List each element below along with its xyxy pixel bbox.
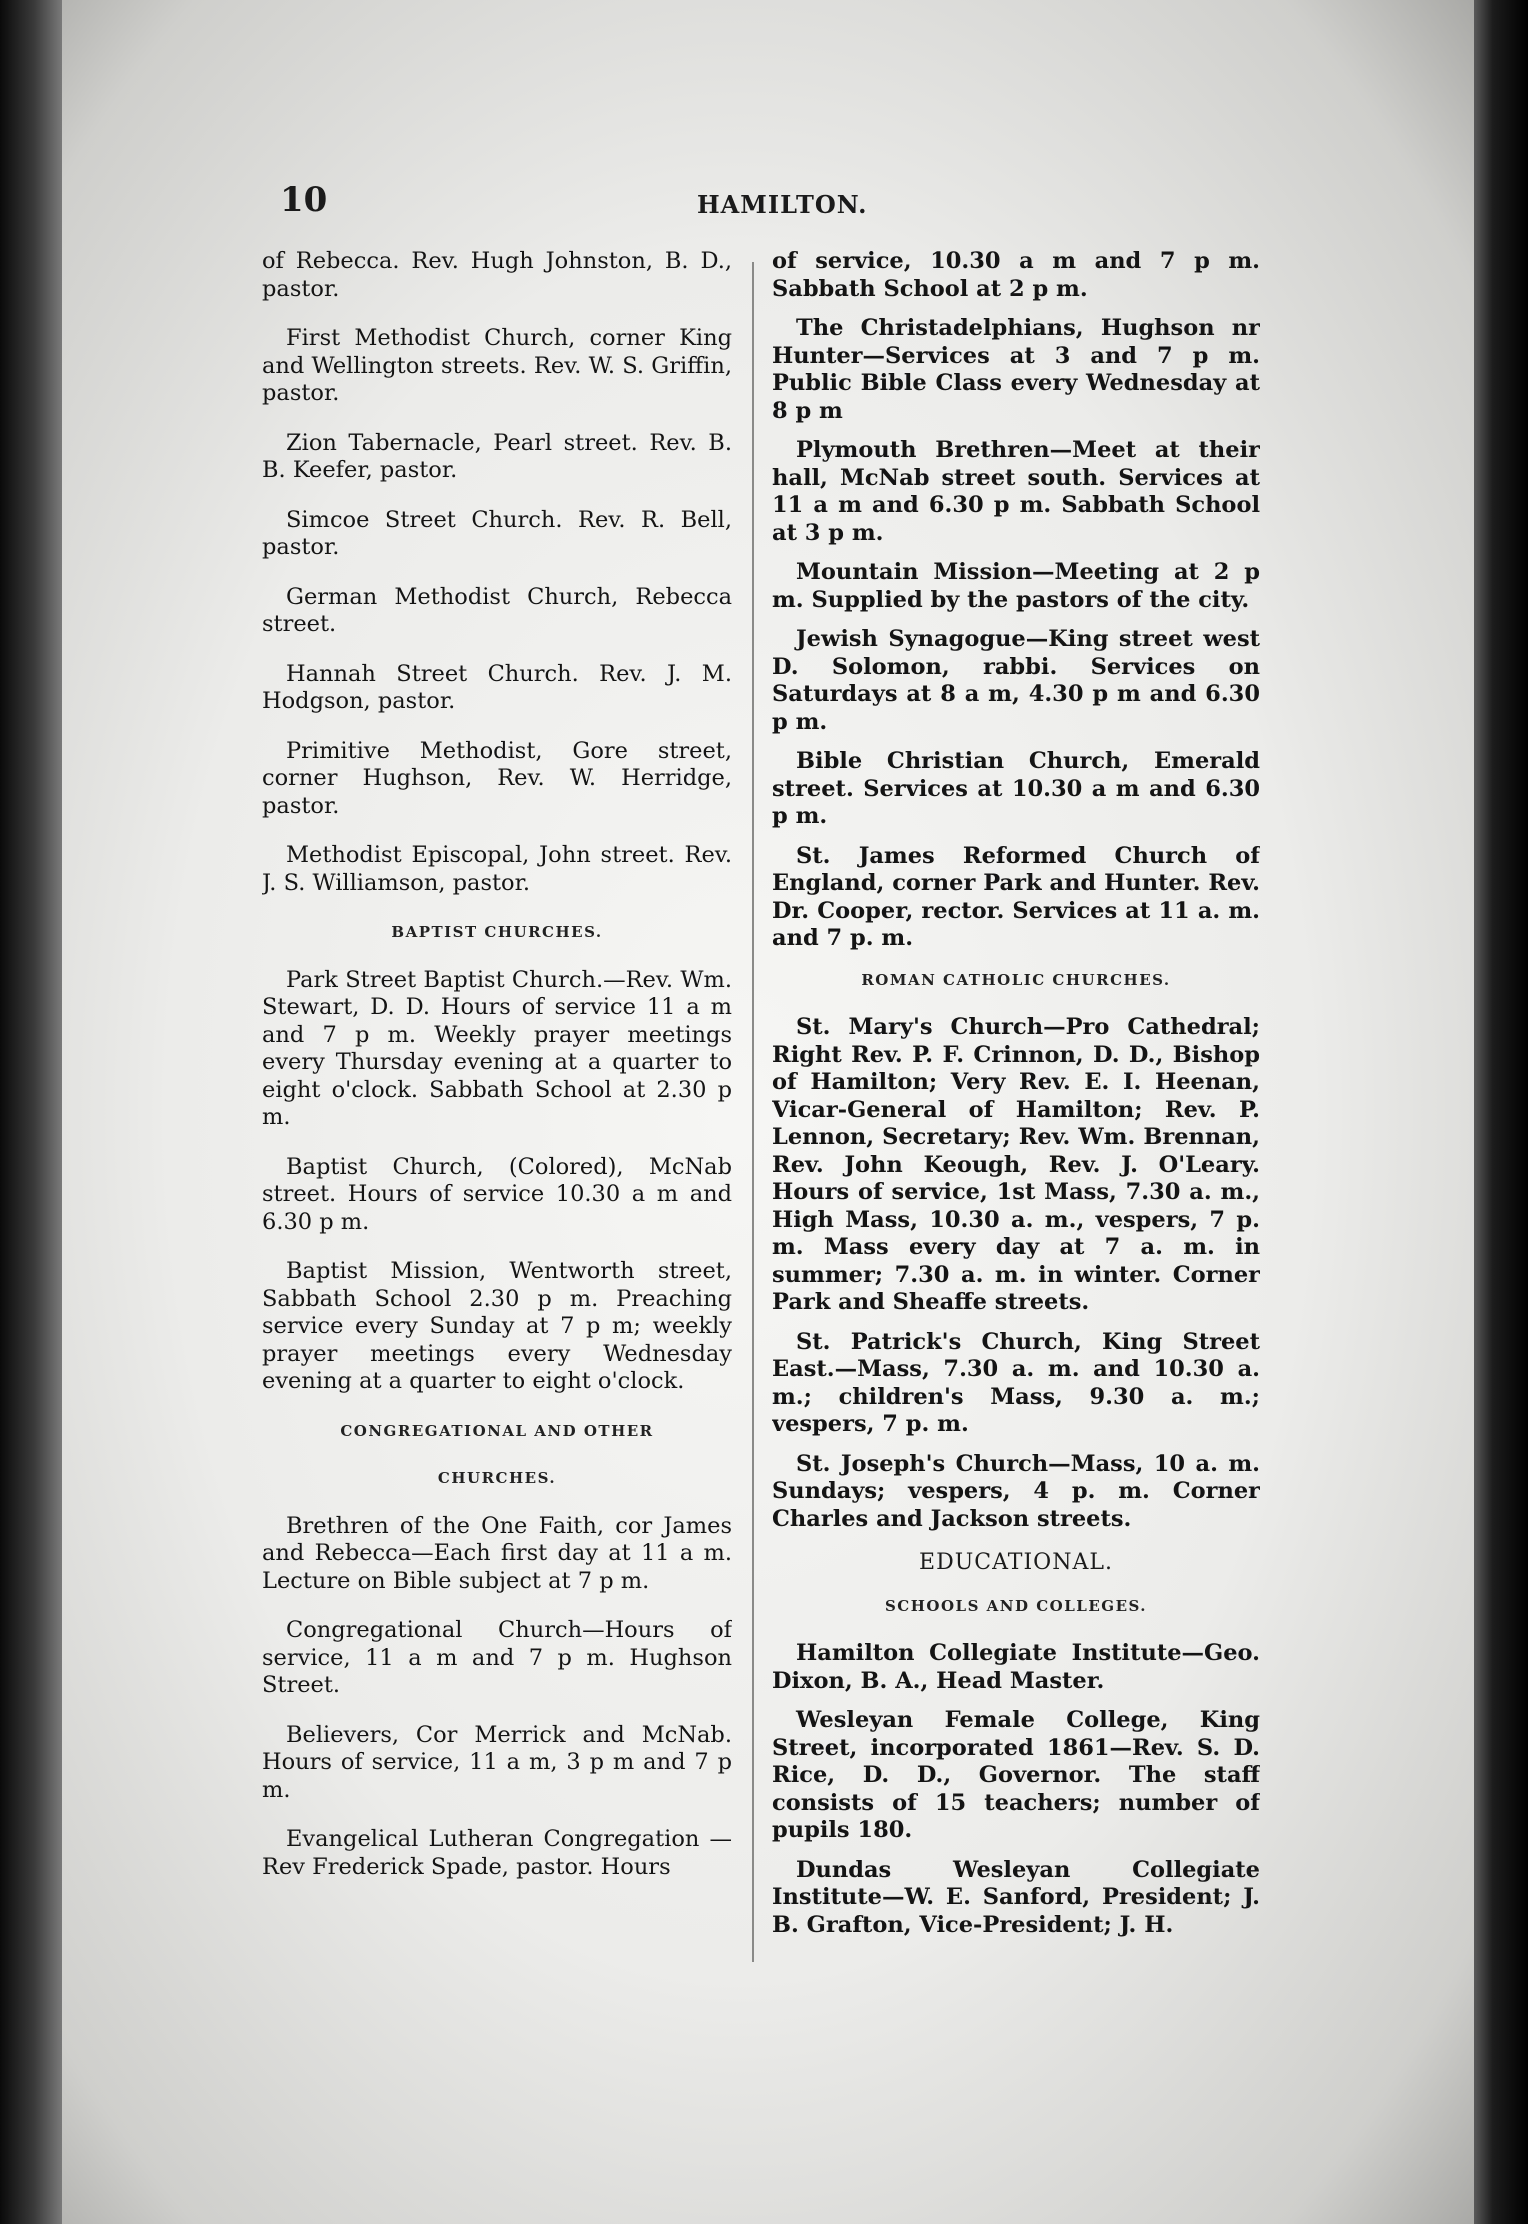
directory-entry: Congregational Church—Hours of service, 11 a m and 7 p m. Hughson Street. — [262, 1617, 732, 1698]
directory-entry: Baptist Mission, Wentworth street, Sabbath School 2.30 p m. Preaching service every Sunday at 7 p m; weekly prayer meetings every Wednesday evening at a quarter to eight o'clock. — [262, 1258, 732, 1394]
page-number: 10 — [280, 180, 328, 220]
directory-entry: Primitive Methodist, Gore street, corner Hughson, Rev. W. Herridge, pastor. — [262, 737, 732, 819]
directory-entry: of service, 10.30 a m and 7 p m. Sabbath School at 2 p m. — [772, 248, 1260, 302]
section-heading: BAPTIST CHURCHES. — [391, 923, 603, 941]
section-title: EDUCATIONAL. — [919, 1550, 1113, 1575]
directory-entry: St. Patrick's Church, King Street East.—Mass, 7.30 a. m. and 10.30 a. m.; children's Mass, 9.30 a. m.; vespers, 7 p. m. — [772, 1328, 1260, 1437]
film-edge-right — [1474, 0, 1528, 2224]
directory-entry: St. Joseph's Church—Mass, 10 a. m. Sundays; vespers, 4 p. m. Corner Charles and Jackson streets. — [772, 1450, 1260, 1532]
directory-entry: Jewish Synagogue—King street west D. Solomon, rabbi. Services on Saturdays at 8 a m, 4.30 p m and 6.30 p m. — [772, 626, 1260, 735]
directory-entry: Believers, Cor Merrick and McNab. Hours of service, 11 a m, 3 p m and 7 p m. — [262, 1721, 732, 1803]
column-divider — [752, 262, 754, 1962]
section-heading: SCHOOLS AND COLLEGES. — [884, 1596, 1148, 1615]
left-column — [262, 248, 732, 2008]
directory-entry: Simcoe Street Church. Rev. R. Bell, pastor. — [262, 506, 732, 560]
directory-entry: Evangelical Lutheran Congregation —Rev Frederick Spade, pastor. Hours — [262, 1826, 732, 1880]
directory-entry: Hannah Street Church. Rev. J. M. Hodgson, pastor. — [262, 660, 732, 714]
directory-entry: Baptist Church, (Colored), McNab street. Hours of service 10.30 a m and 6.30 p m. — [262, 1153, 732, 1235]
directory-entry: of Rebecca. Rev. Hugh Johnston, B. D., pastor. — [262, 248, 732, 302]
directory-entry: Plymouth Brethren—Meet at their hall, McNab street south. Services at 11 a m and 6.30 p m. Sabbath School at 3 p m. — [772, 437, 1260, 546]
directory-entry: Park Street Baptist Church.—Rev. Wm. Stewart, D. D. Hours of service 11 a m and 7 p m. Weekly prayer meetings every Thursday evening at a quarter to eight o'clock. Sabbath School at 2.30 p m. — [262, 966, 732, 1130]
running-head: HAMILTON. — [697, 190, 868, 219]
directory-entry: The Christadelphians, Hughson nr Hunter—Services at 3 and 7 p m. Public Bible Class every Wednesday at 8 p m — [772, 315, 1260, 424]
section-heading: CONGREGATIONAL AND OTHER — [340, 1421, 654, 1440]
directory-entry: Hamilton Collegiate Institute—Geo. Dixon, B. A., Head Master. — [772, 1640, 1260, 1694]
directory-entry: Dundas Wesleyan Collegiate Institute—W. E. Sanford, President; J. B. Grafton, Vice-President; J. H. — [772, 1856, 1260, 1938]
film-edge-left — [0, 0, 62, 2224]
directory-entry: Wesleyan Female College, King Street, incorporated 1861—Rev. S. D. Rice, D. D., Governor. The staff consists of 15 teachers; number of pupils 180. — [772, 1707, 1260, 1843]
directory-entry: Zion Tabernacle, Pearl street. Rev. B. B. Keefer, pastor. — [262, 429, 732, 483]
directory-entry: St. Mary's Church—Pro Cathedral; Right Rev. P. F. Crinnon, D. D., Bishop of Hamilton; Very Rev. E. I. Heenan, Vicar-General of Hamilton; Rev. P. Lennon, Secretary; Rev. Wm. Brennan, Rev. John Keough, Rev. J. O'Leary. Hours of service, 1st Mass, 7.30 a. m., High Mass, 10.30 a. m., vespers, 7 p. m. Mass every day at 7 a. m. in summer; 7.30 a. m. in winter. Corner Park and Sheaffe streets. — [772, 1014, 1260, 1315]
directory-entry: Mountain Mission—Meeting at 2 p m. Supplied by the pastors of the city. — [772, 559, 1260, 613]
right-column — [772, 248, 1260, 2008]
section-heading: ROMAN CATHOLIC CHURCHES. — [861, 970, 1171, 989]
directory-entry: St. James Reformed Church of England, corner Park and Hunter. Rev. Dr. Cooper, rector. Services at 11 a. m. and 7 p. m. — [772, 842, 1260, 951]
directory-entry: Methodist Episcopal, John street. Rev. J. S. Williamson, pastor. — [262, 842, 732, 896]
section-heading: CHURCHES. — [437, 1469, 557, 1487]
directory-entry: German Methodist Church, Rebecca street. — [262, 583, 732, 637]
directory-entry: First Methodist Church, corner King and Wellington streets. Rev. W. S. Griffin, pastor. — [262, 325, 732, 406]
directory-entry: Brethren of the One Faith, cor James and Rebecca—Each first day at 11 a m. Lecture on Bible subject at 7 p m. — [262, 1512, 732, 1594]
directory-entry: Bible Christian Church, Emerald street. Services at 10.30 a m and 6.30 p m. — [772, 748, 1260, 829]
